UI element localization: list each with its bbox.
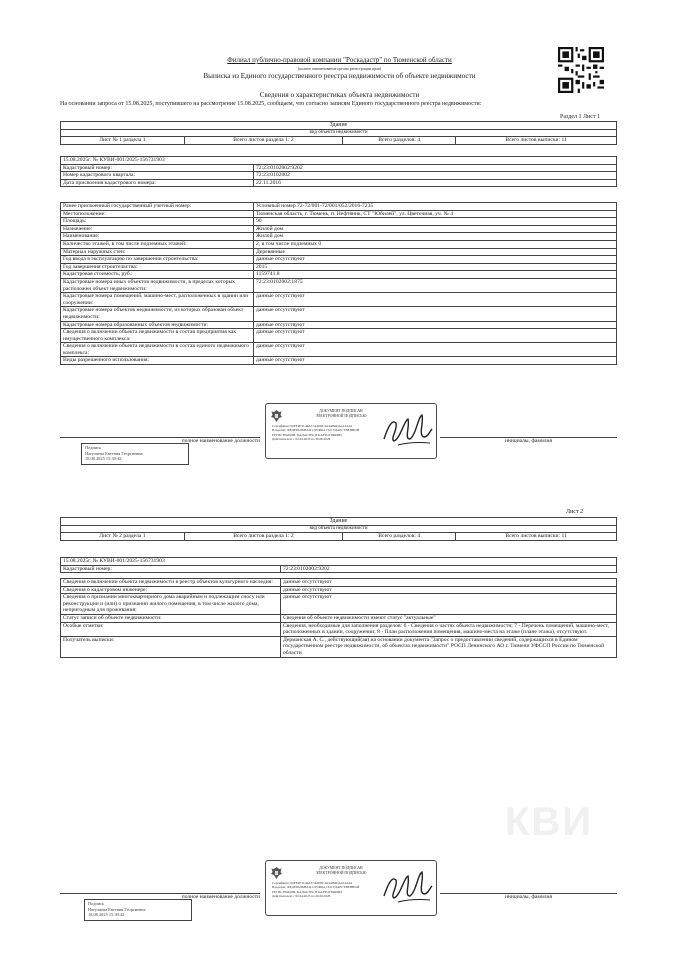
- stamp-line: Действителен: с 02.04.2025 по 26.06.2026: [272, 894, 331, 899]
- field-value: данные отсутствуют: [254, 321, 617, 329]
- field-value: данные отсутствуют: [254, 343, 617, 357]
- table-row: [61, 586, 617, 594]
- section-title: Сведения о характеристиках объекта недвижимости: [259, 91, 420, 99]
- field-label: Кадастровые номера образованных объектов недвижимости:: [61, 321, 254, 329]
- field-label: Кадастровые номера иных объектов недвижимости, в пределах которых расположен объект недвижимости:: [61, 278, 254, 292]
- sheet-label: Лист 2: [566, 509, 584, 515]
- table-row: [61, 278, 617, 292]
- org-name: Филиал публично-правовой компании "Роскадастр" по Тюменской области: [227, 56, 452, 64]
- sheets-in-section: Всего листов раздела 1: 2: [184, 532, 342, 540]
- sheet-header-table: [60, 121, 617, 145]
- intro-text: На основании запроса от 15.08.2025, поступившего на рассмотрение 15.08.2025, сообщаем, что согласно записям Единого государственного реестра недвижимости:: [60, 101, 482, 107]
- field-value: данные отсутствуют: [254, 357, 617, 365]
- field-label: Ранее присвоенный государственный учетный номер:: [61, 203, 254, 211]
- field-label: Особые отметки:: [61, 622, 281, 636]
- object-type-sub: вид объекта недвижимости: [61, 526, 617, 533]
- table-row: [61, 594, 617, 615]
- stamp-line: Действителен: с 02.04.2025 по 26.06.2026: [272, 437, 331, 442]
- sheets-total: Всего листов выписки: 11: [456, 532, 617, 540]
- table-row: [61, 271, 617, 279]
- field-label: Наименование:: [61, 233, 254, 241]
- table-row: [61, 233, 617, 241]
- table-row: [61, 614, 617, 622]
- table-row: [61, 240, 617, 248]
- field-value: данные отсутствуют: [254, 293, 617, 307]
- section-sheet-label: Раздел 1 Лист 1: [560, 114, 601, 120]
- field-label: Кадастровый номер:: [61, 164, 254, 172]
- table-row: [61, 321, 617, 329]
- field-label: Получатель выписки:: [61, 636, 281, 657]
- field-label: Кадастровые номера объектов недвижимости, из которых образован объект недвижимости:: [61, 307, 254, 321]
- characteristics-table: [60, 202, 617, 365]
- doc-id: 15.08.2025г. № КУВИ-001/2025-156731903: [61, 157, 617, 165]
- sheets-total: Всего листов выписки: 11: [456, 136, 617, 144]
- field-value: данные отсутствуют: [254, 329, 617, 343]
- qr-code-icon: [558, 47, 604, 93]
- signer-label: Подпись: [88, 901, 105, 906]
- signer-box: [84, 899, 192, 921]
- field-value: данные отсутствуют: [281, 579, 617, 587]
- field-label: Статус записи об объекте недвижимости:: [61, 614, 281, 622]
- field-value: Тюменская область, г. Тюмень, п. Нефтяник, СТ "Юбилей", ул. Цветочная, уч. № 4: [254, 210, 617, 218]
- table-row: [61, 263, 617, 271]
- field-value: Условный номер 72-72/001-72/001/052/2016-7235: [254, 203, 617, 211]
- table-row: [61, 225, 617, 233]
- field-value: 72:23:0102002:9202: [281, 565, 617, 573]
- field-label: Виды разрешенного использования:: [61, 357, 254, 365]
- signer-name: Нагуляева Евгения Георгиевна: [85, 450, 143, 456]
- stamp-title-line: ЭЛЕКТРОННОЙ ПОДПИСЬЮ: [315, 871, 367, 876]
- sections-total: Всего разделов: 4: [343, 532, 456, 540]
- signature-icon: [378, 866, 434, 910]
- field-label: Год завершения строительства:: [61, 263, 254, 271]
- stamp-line: Владелец: ФЕДЕРАЛЬНАЯ СЛУЖБА ГОСУДАРСТВЕННОЙ: [272, 428, 360, 433]
- sheet-header-table: [60, 517, 617, 541]
- signer-date: 18.08.2025 15:30:42: [88, 912, 125, 918]
- field-value: Деревянные: [254, 248, 617, 256]
- field-value: данные отсутствуют: [254, 307, 617, 321]
- signer-label: Подпись: [85, 445, 102, 450]
- field-label: Материал наружных стен:: [61, 248, 254, 256]
- table-row: [61, 622, 617, 636]
- object-type: Здание: [61, 122, 617, 130]
- field-label: Сведения о признании многоквартирного дома аварийным и подлежащим сносу или реконструкции и (или) о признании жилого помещения, в том числе жилого дома, непригодным для проживания:: [61, 594, 281, 615]
- field-value: данные отсутствуют: [254, 256, 617, 264]
- initials-caption: инициалы, фамилия: [440, 437, 617, 444]
- table-row: [61, 357, 617, 365]
- stamp-line: Сертификат: 00FF4E3C44A57A4D9C4A4AB6DA41A24A: [272, 881, 353, 885]
- field-value: Сведения об объекте недвижимости имеют статус "актуальные": [281, 614, 617, 622]
- field-value: данные отсутствуют: [281, 594, 617, 615]
- e-signature-stamp: [265, 403, 437, 459]
- doc-id-table: [60, 557, 617, 573]
- field-value: 1159741.8: [254, 271, 617, 279]
- table-row: [61, 164, 617, 172]
- signature-icon: [378, 409, 434, 453]
- signer-name: Нагуляева Евгения Георгиевна: [88, 906, 146, 912]
- doc-id: 15.08.2025г. № КУВИ-001/2025-156731903: [61, 558, 617, 566]
- signer-box: [81, 443, 189, 465]
- signer-date: 18.08.2025 15:30:42: [85, 456, 122, 462]
- field-label: Сведения о кадастровом инженере:: [61, 586, 281, 594]
- field-value: 72:23:0102002:9202: [254, 164, 617, 172]
- doc-id-table: [60, 156, 617, 187]
- field-label: Год ввода в эксплуатацию по завершении строительства:: [61, 256, 254, 264]
- table-row: [61, 343, 617, 357]
- field-value: Жилой дом: [254, 233, 617, 241]
- sheet-number: Лист № 2 раздела 1: [61, 532, 185, 540]
- field-label: Кадастровый номер:: [61, 565, 281, 573]
- object-type: Здание: [61, 518, 617, 526]
- sections-total: Всего разделов: 4: [343, 136, 456, 144]
- stamp-line: РЕГИСТРАЦИИ, КАДАСТРА И КАРТОГРАФИИ: [272, 432, 342, 437]
- emblem-icon: [270, 866, 283, 880]
- field-value: данные отсутствуют: [281, 586, 617, 594]
- field-label: Сведения о включении объекта недвижимости в состав предприятия как имущественного комплекса:: [61, 329, 254, 343]
- field-label: Площадь:: [61, 218, 254, 226]
- table-row: [61, 203, 617, 211]
- stamp-line: Владелец: ФЕДЕРАЛЬНАЯ СЛУЖБА ГОСУДАРСТВЕННОЙ: [272, 885, 360, 890]
- stamp-title-line: ДОКУМЕНТ ПОДПИСАН: [319, 409, 363, 413]
- table-row: [61, 218, 617, 226]
- field-label: Местоположение:: [61, 210, 254, 218]
- field-value: 72:23:0102002:1875: [254, 278, 617, 292]
- field-label: Кадастровые номера помещений, машино-мест, расположенных в здании или сооружении:: [61, 293, 254, 307]
- field-label: Кадастровая стоимость, руб.:: [61, 271, 254, 279]
- field-label: Дата присвоения кадастрового номера:: [61, 179, 254, 187]
- field-label: Сведения о включении объекта недвижимости в реестр объектов культурного наследия:: [61, 579, 281, 587]
- sheet-number: Лист № 1 раздела 1: [61, 136, 185, 144]
- object-type-sub: вид объекта недвижимости: [61, 130, 617, 137]
- table-row: [61, 307, 617, 321]
- watermark: КВИ: [505, 800, 594, 844]
- table-row: [61, 172, 617, 180]
- field-value: 2, в том числе подземных 0: [254, 240, 617, 248]
- field-value: 72:23:0102002: [254, 172, 617, 180]
- sheets-in-section: Всего листов раздела 1: 2: [184, 136, 342, 144]
- field-label: Количество этажей, в том числе подземных этажей:: [61, 240, 254, 248]
- table-row: [61, 179, 617, 187]
- table-row: [61, 329, 617, 343]
- field-value: 90: [254, 218, 617, 226]
- field-label: Номер кадастрового квартала:: [61, 172, 254, 180]
- stamp-title-line: ЭЛЕКТРОННОЙ ПОДПИСЬЮ: [315, 414, 367, 419]
- position-caption: полное наименование должности: [60, 893, 260, 900]
- table-row: [61, 256, 617, 264]
- e-signature-stamp: [265, 860, 437, 916]
- stamp-title-line: ДОКУМЕНТ ПОДПИСАН: [319, 866, 363, 870]
- initials-caption: инициалы, фамилия: [440, 893, 617, 900]
- emblem-icon: [270, 409, 283, 423]
- details-table: [60, 578, 617, 658]
- field-value: Жилой дом: [254, 225, 617, 233]
- table-row: [61, 565, 617, 573]
- field-value: Сведения, необходимые для заполнения разделов: 6 - Сведения о частях объекта недвижимости; 7 - Перечень помещений, машино-мест, расположенных в здании, сооружении; 8 - План расположения помещения, машино-места на этаже (плане этажа), отсутствуют.: [281, 622, 617, 636]
- org-name-sub: (полное наименование органа регистрации прав): [297, 66, 382, 71]
- field-label: Сведения о включении объекта недвижимости в состав единого недвижимого комплекса:: [61, 343, 254, 357]
- stamp-line: РЕГИСТРАЦИИ, КАДАСТРА И КАРТОГРАФИИ: [272, 889, 342, 894]
- table-row: [61, 248, 617, 256]
- table-row: [61, 210, 617, 218]
- table-row: [61, 293, 617, 307]
- table-row: [61, 579, 617, 587]
- position-caption: полное наименование должности: [60, 437, 260, 444]
- field-value: Дерманская А. С., действующий(ая) на основании документа "Запрос о предоставлении сведений, содержащихся в Едином государственном реестре недвижимости, об объектах недвижимости" РОСП Ленинского АО г. Тюмени УФССП России по Тюменской области: [281, 636, 617, 657]
- field-value: 22.11.2016: [254, 179, 617, 187]
- document-title: Выписка из Единого государственного реестра недвижимости об объекте недвижимости: [203, 72, 476, 80]
- stamp-line: Сертификат: 00FF4E3C44A57A4D9C4A4AB6DA41A24A: [272, 424, 353, 428]
- field-value: 2015: [254, 263, 617, 271]
- table-row: [61, 636, 617, 657]
- field-label: Назначение:: [61, 225, 254, 233]
